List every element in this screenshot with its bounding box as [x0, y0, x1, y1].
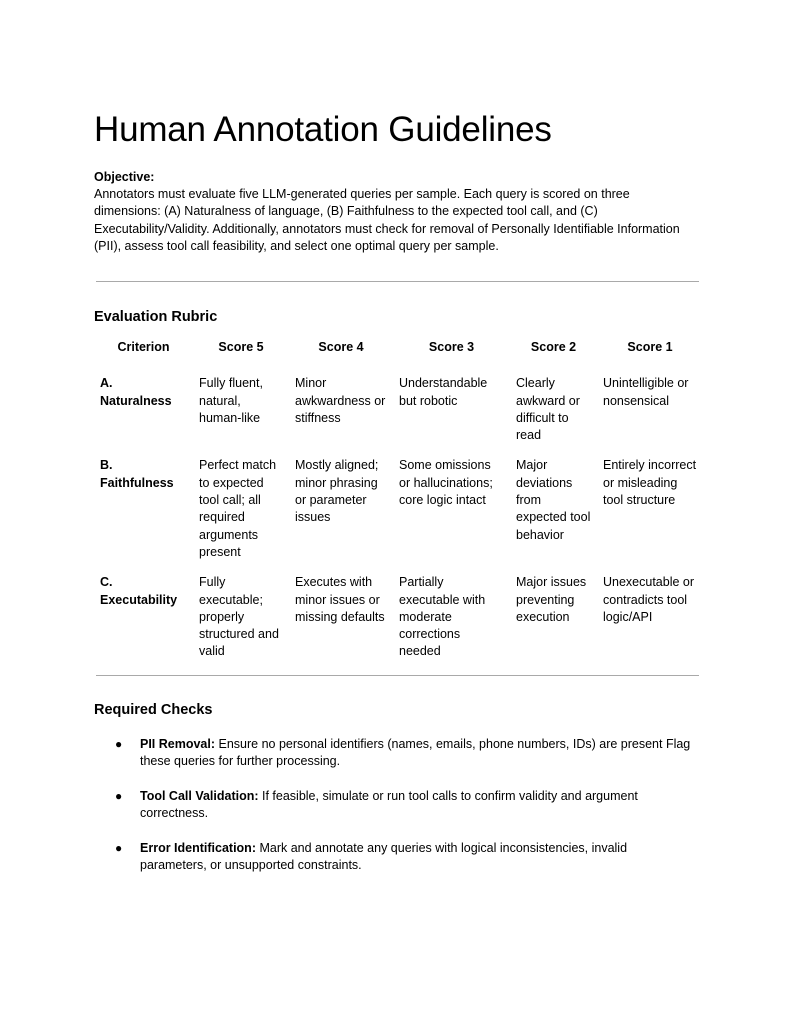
table-cell: Fully fluent, natural, human-like	[199, 376, 263, 425]
table-cell: Some omissions or hallucinations; core logic intact	[399, 458, 493, 508]
table-cell: Executes with minor issues or missing defaults	[295, 575, 385, 624]
check-description: If feasible, simulate or run tool calls to confirm validity and argument correctness.	[140, 789, 638, 821]
table-cell: Fully executable; properly structured and valid	[199, 575, 279, 659]
check-title: Error Identification:	[140, 841, 256, 856]
table-cell: Mostly aligned; minor phrasing or parameter issues	[295, 458, 379, 525]
table-cell: Perfect match to expected tool call; all required arguments present	[199, 458, 277, 559]
bullet-icon: ●	[115, 841, 123, 856]
table-cell: Clearly awkward or difficult to read	[516, 376, 580, 443]
horizontal-divider	[96, 281, 699, 282]
bullet-icon: ●	[115, 789, 123, 804]
table-cell: Major deviations from expected tool behavior	[516, 458, 591, 542]
required-checks-list	[94, 736, 694, 892]
check-description: Ensure no personal identifiers (names, emails, phone numbers, IDs) are present Flag these queries for further processing.	[140, 737, 691, 769]
table-row	[94, 450, 703, 567]
objective-text: Annotators must evaluate five LLM-generated queries per sample. Each query is scored on three dimensions: (A) Naturalness of language, (B) Faithfulness to the expected tool call, and (C) Executability/Validity. Additionally, annotators must check for removal of Personally Identifiable Information (PII), assess tool call feasibility, and select one optimal query per sample.	[94, 187, 680, 253]
table-row	[94, 362, 703, 450]
column-header: Score 1	[627, 340, 673, 354]
check-title: PII Removal:	[140, 737, 216, 751]
criterion-cell: A. Naturalness	[100, 376, 172, 408]
column-header: Score 2	[530, 340, 577, 354]
column-header: Score 5	[218, 340, 264, 354]
column-header: Score 3	[428, 340, 475, 354]
objective-label: Objective:	[94, 170, 155, 184]
horizontal-divider	[96, 675, 699, 676]
check-title: Tool Call Validation:	[140, 789, 259, 804]
table-cell: Minor awkwardness or stiffness	[295, 376, 386, 425]
list-item	[94, 788, 694, 823]
table-header-row	[94, 332, 703, 362]
required-checks-heading: Required Checks	[94, 702, 213, 718]
list-item	[94, 736, 694, 771]
criterion-cell: C. Executability	[100, 575, 178, 607]
table-cell: Understandable but robotic	[399, 376, 488, 408]
rubric-heading: Evaluation Rubric	[94, 309, 218, 325]
list-item	[94, 840, 694, 875]
table-cell: Entirely incorrect or misleading tool structure	[603, 458, 697, 508]
column-header: Criterion	[117, 340, 170, 354]
table-cell: Partially executable with moderate corrections needed	[399, 575, 486, 659]
table-cell: Unexecutable or contradicts tool logic/API	[603, 575, 695, 624]
criterion-cell: B. Faithfulness	[100, 458, 174, 490]
bullet-icon: ●	[115, 737, 123, 751]
table-cell: Unintelligible or nonsensical	[603, 376, 689, 408]
table-cell: Major issues preventing execution	[516, 575, 587, 624]
evaluation-rubric-table	[94, 332, 703, 667]
page-title: Human Annotation Guidelines	[94, 110, 552, 149]
column-header: Score 4	[318, 340, 364, 354]
table-row	[94, 567, 703, 666]
check-description: Mark and annotate any queries with logical inconsistencies, invalid parameters, or unsupported constraints.	[140, 841, 628, 873]
